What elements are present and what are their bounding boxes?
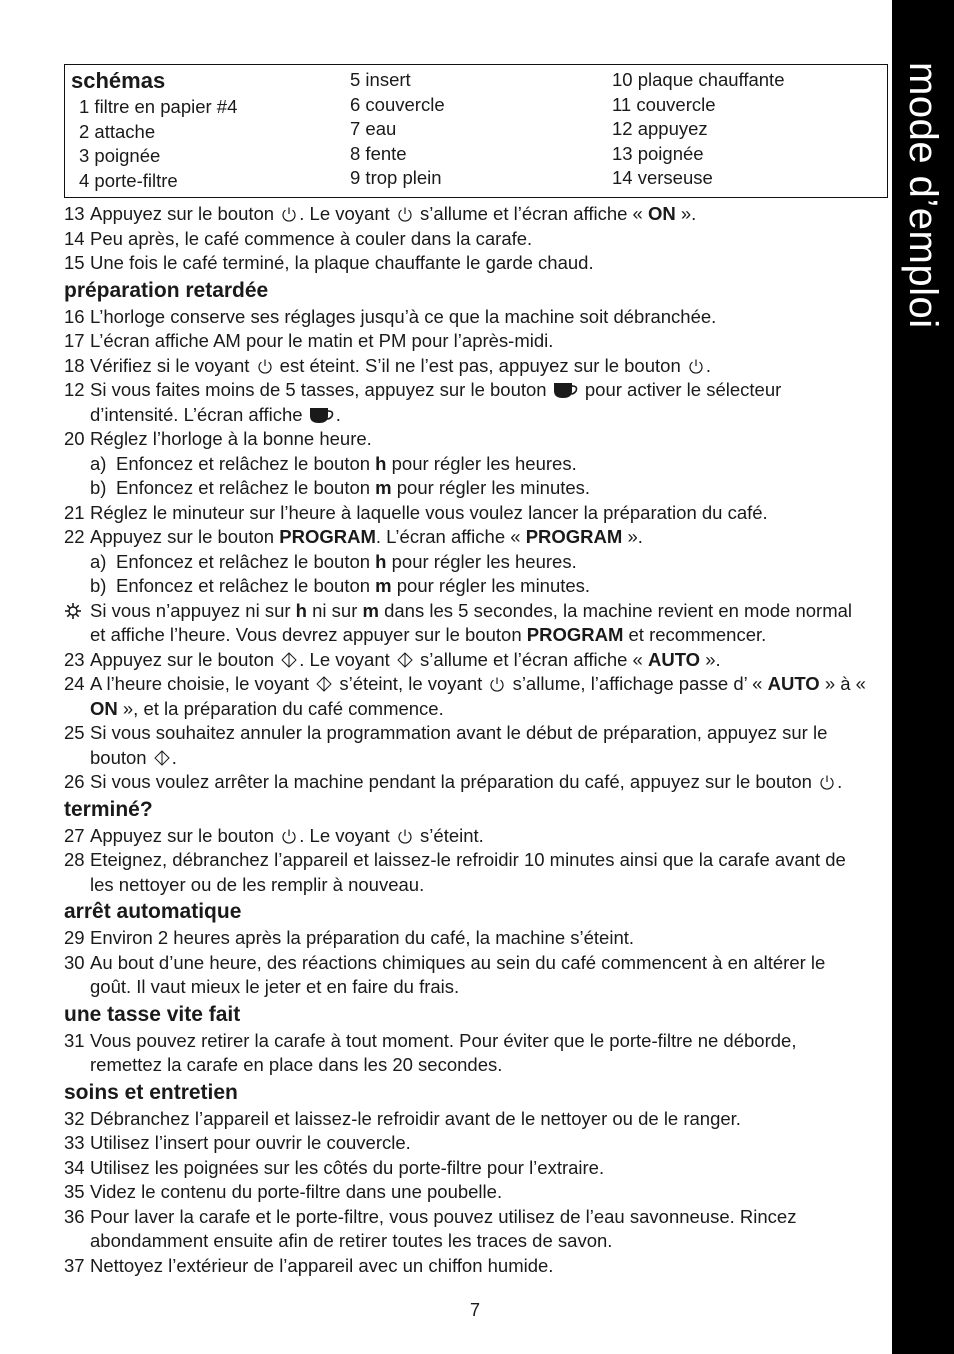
- step-text: Environ 2 heures après la préparation du café, la machine s’éteint.: [90, 927, 635, 948]
- step-number: 24: [64, 673, 85, 694]
- key-h: h: [375, 452, 387, 474]
- step-18: [64, 354, 879, 379]
- step-number: 36: [64, 1205, 85, 1227]
- step-text: Enfoncez et relâchez le bouton: [116, 452, 376, 474]
- key-h: h: [295, 599, 307, 621]
- power-icon: [281, 828, 297, 844]
- program-label: PROGRAM: [525, 526, 623, 547]
- step-text: Appuyez sur le bouton: [90, 203, 275, 224]
- step-number: 29: [64, 927, 85, 948]
- step-30-cont: [64, 975, 879, 1000]
- step-number: 32: [64, 1107, 85, 1129]
- step-text: Si vous souhaitez annuler la programmation avant le début de préparation, appuyez sur le: [90, 722, 828, 743]
- key-h: h: [375, 550, 387, 572]
- step-text: est éteint. S’il ne l’est pas, appuyez sur le bouton: [279, 354, 681, 376]
- step-text: s’allume et l’écran affiche «: [420, 203, 648, 224]
- step-text: Si vous voulez arrêter la machine pendant la préparation du café, appuyez sur le bouton: [90, 771, 812, 792]
- step-text: s’allume, l’affichage passe d’ «: [512, 673, 768, 694]
- step-33: [64, 1131, 879, 1156]
- step-number: 28: [64, 849, 85, 870]
- step-text: ».: [622, 526, 643, 547]
- page-number: 7: [470, 1300, 481, 1320]
- schema-item: 9 trop plein: [350, 167, 442, 188]
- step-text: Peu après, le café commence à couler dans la carafe.: [90, 227, 533, 249]
- step-text: goût. Il vaut mieux le jeter et en faire du frais.: [90, 976, 460, 997]
- key-m: m: [362, 599, 379, 621]
- step-text: . Le voyant: [299, 824, 390, 846]
- step-text: Au bout d’une heure, des réactions chimiques au sein du café commencent à en altérer le: [90, 951, 826, 973]
- step-number: 34: [64, 1156, 85, 1178]
- heading-termine: terminé?: [64, 797, 153, 821]
- step-29: [64, 926, 879, 951]
- step-text: Eteignez, débranchez l’appareil et laissez-le refroidir 10 minutes ainsi que la carafe avant de: [90, 849, 846, 870]
- coffee-cup-strength-icon: [309, 406, 335, 424]
- step-number: 21: [64, 501, 85, 523]
- sub-step-letter: b): [90, 575, 107, 596]
- step-20b: [64, 476, 879, 501]
- step-number: 31: [64, 1029, 85, 1051]
- step-text: A l’heure choisie, le voyant: [90, 673, 310, 694]
- step-text: Appuyez sur le bouton: [90, 648, 275, 670]
- schema-item: 8 fente: [350, 142, 407, 164]
- auto-diamond-icon: [281, 652, 297, 668]
- step-text: ».: [700, 648, 721, 670]
- step-text: Réglez le minuteur sur l’heure à laquelle vous voulez lancer la préparation du café.: [90, 501, 768, 523]
- program-label: PROGRAM: [279, 526, 376, 547]
- step-text: .: [171, 746, 177, 768]
- sub-step-letter: a): [90, 550, 107, 572]
- step-text: . Le voyant: [299, 648, 390, 670]
- power-icon: [397, 828, 413, 844]
- auto-diamond-icon: [397, 652, 413, 668]
- step-17: [64, 329, 879, 354]
- step-24: [64, 672, 879, 697]
- step-31-cont: [64, 1053, 879, 1078]
- auto-diamond-icon: [316, 676, 332, 692]
- step-text: ».: [675, 203, 697, 224]
- step-22b: [64, 574, 879, 599]
- step-12-cont: [64, 403, 879, 428]
- step-number: 15: [64, 252, 85, 273]
- heading-une-tasse-vite-fait: une tasse vite fait: [64, 1002, 241, 1026]
- step-text: pour régler les heures.: [386, 550, 577, 572]
- step-text: s’éteint, le voyant: [339, 673, 483, 694]
- step-12: [64, 378, 879, 403]
- step-number: 26: [64, 771, 85, 792]
- step-35: [64, 1180, 879, 1205]
- step-number: 14: [64, 227, 85, 249]
- step-text: Utilisez les poignées sur les côtés du porte-filtre pour l’extraire.: [90, 1156, 605, 1178]
- heading-soins-et-entretien: soins et entretien: [64, 1080, 238, 1104]
- heading-preparation-retardee: préparation retardée: [64, 278, 269, 302]
- step-text: pour activer le sélecteur: [584, 379, 782, 400]
- side-tab-title: mode d’emploi: [901, 62, 945, 329]
- step-36: [64, 1205, 879, 1230]
- schema-item: 11 couvercle: [612, 93, 716, 115]
- step-text: Débranchez l’appareil et laissez-le refroidir avant de le nettoyer ou de le ranger.: [90, 1107, 741, 1129]
- schemas-title: schémas: [71, 68, 166, 93]
- instructions: [64, 202, 879, 1278]
- step-text: », et la préparation du café commence.: [117, 697, 444, 719]
- schema-item: 3 poignée: [79, 145, 161, 166]
- step-number: 12: [64, 379, 85, 400]
- schema-item: 14 verseuse: [612, 167, 713, 188]
- step-32: [64, 1107, 879, 1132]
- step-text: Enfoncez et relâchez le bouton: [116, 477, 376, 498]
- sub-step-letter: b): [90, 477, 107, 498]
- step-21: [64, 501, 879, 526]
- step-text: Appuyez sur le bouton: [90, 526, 280, 547]
- step-text: Vous pouvez retirer la carafe à tout moment. Pour éviter que le porte-filtre ne déborde,: [90, 1029, 797, 1051]
- step-27: [64, 824, 879, 849]
- step-14: [64, 227, 879, 252]
- step-text: les nettoyer ou de les remplir à nouveau.: [90, 873, 425, 895]
- step-34: [64, 1156, 879, 1181]
- step-text: Vérifiez si le voyant: [90, 354, 250, 376]
- tip-cont: [64, 623, 879, 648]
- step-text: .: [837, 771, 843, 792]
- step-text: » à «: [819, 673, 866, 694]
- step-text: d’intensité. L’écran affiche: [90, 403, 303, 425]
- heading-arret-automatique: arrêt automatique: [64, 900, 242, 923]
- step-text: pour régler les heures.: [386, 452, 577, 474]
- schemas-column-3: [612, 68, 784, 191]
- step-number: 33: [64, 1132, 85, 1153]
- step-20: [64, 427, 879, 452]
- step-26: [64, 770, 879, 795]
- schemas-box: [64, 64, 888, 198]
- step-37: [64, 1254, 879, 1279]
- step-text: .: [705, 354, 712, 376]
- power-icon: [397, 206, 413, 222]
- tip-sun-icon: [64, 599, 90, 624]
- step-22a: [64, 550, 879, 575]
- step-15: [64, 251, 879, 276]
- step-number: 30: [64, 951, 85, 973]
- step-text: . L’écran affiche «: [375, 526, 526, 547]
- step-text: et affiche l’heure. Vous devrez appuyer sur le bouton: [90, 624, 527, 645]
- schemas-column-2: [350, 68, 445, 191]
- step-25: [64, 721, 879, 746]
- display-auto-text: AUTO: [648, 648, 701, 670]
- step-number: 27: [64, 824, 85, 846]
- step-25-cont: [64, 746, 879, 771]
- step-28: [64, 848, 879, 873]
- step-text: Appuyez sur le bouton: [90, 824, 275, 846]
- display-on-text: ON: [648, 203, 676, 224]
- step-23: [64, 648, 879, 673]
- step-16: [64, 305, 879, 330]
- tip: [64, 599, 879, 624]
- step-text: Utilisez l’insert pour ouvrir le couvercle.: [90, 1132, 411, 1153]
- step-text: Nettoyez l’extérieur de l’appareil avec un chiffon humide.: [90, 1254, 554, 1276]
- step-text: dans les 5 secondes, la machine revient en mode normal: [378, 599, 853, 621]
- step-number: 35: [64, 1181, 85, 1202]
- display-auto-text: AUTO: [767, 673, 820, 694]
- step-number: 17: [64, 330, 85, 351]
- coffee-cup-strength-icon: [553, 381, 579, 399]
- step-text: s’allume et l’écran affiche «: [420, 648, 648, 670]
- step-28-cont: [64, 873, 879, 898]
- schemas-column-1: [79, 95, 237, 193]
- step-text: Enfoncez et relâchez le bouton: [116, 550, 376, 572]
- step-text: remettez la carafe en place dans les 20 secondes.: [90, 1054, 503, 1075]
- schema-item: 6 couvercle: [350, 93, 445, 115]
- step-text: Videz le contenu du porte-filtre dans une poubelle.: [90, 1181, 503, 1202]
- step-text: pour régler les minutes.: [391, 575, 591, 596]
- step-text: Si vous faites moins de 5 tasses, appuyez sur le bouton: [90, 379, 547, 400]
- step-31: [64, 1029, 879, 1054]
- step-30: [64, 951, 879, 976]
- step-text: L’écran affiche AM pour le matin et PM pour l’après-midi.: [90, 330, 554, 351]
- key-m: m: [375, 477, 392, 498]
- schema-item: 5 insert: [350, 69, 411, 90]
- step-22: [64, 525, 879, 550]
- step-13: [64, 202, 879, 227]
- step-text: Si vous n’appuyez ni sur: [90, 599, 296, 621]
- step-number: 37: [64, 1254, 85, 1276]
- step-text: et recommencer.: [623, 624, 767, 645]
- step-text: .: [335, 403, 341, 425]
- step-text: Une fois le café terminé, la plaque chauffante le garde chaud.: [90, 252, 594, 273]
- schema-item: 10 plaque chauffante: [612, 69, 785, 90]
- display-on-text: ON: [90, 697, 118, 719]
- step-number: 23: [64, 648, 85, 670]
- step-number: 25: [64, 722, 85, 743]
- step-text: ni sur: [306, 599, 363, 621]
- schema-item: 7 eau: [350, 118, 397, 139]
- schema-item: 2 attache: [79, 120, 156, 142]
- step-number: 16: [64, 305, 85, 327]
- power-icon: [688, 358, 704, 374]
- step-number: 13: [64, 203, 85, 224]
- step-text: Enfoncez et relâchez le bouton: [116, 575, 376, 596]
- key-m: m: [375, 575, 392, 596]
- power-icon: [281, 206, 297, 222]
- step-text: . Le voyant: [299, 203, 390, 224]
- step-36-cont: [64, 1229, 879, 1254]
- step-text: Réglez l’horloge à la bonne heure.: [90, 428, 372, 449]
- step-number: 20: [64, 428, 85, 449]
- step-number: 22: [64, 526, 85, 547]
- step-text: L’horloge conserve ses réglages jusqu’à ce que la machine soit débranchée.: [90, 305, 717, 327]
- schema-item: 12 appuyez: [612, 118, 708, 139]
- sub-step-letter: a): [90, 452, 107, 474]
- step-text: pour régler les minutes.: [391, 477, 591, 498]
- auto-diamond-icon: [154, 750, 170, 766]
- program-label: PROGRAM: [526, 624, 624, 645]
- power-icon: [257, 358, 273, 374]
- step-text: abondamment ensuite afin de retirer toutes les traces de savon.: [90, 1230, 613, 1251]
- step-number: 18: [64, 354, 85, 376]
- step-text: Pour laver la carafe et le porte-filtre, vous pouvez utilisez de l’eau savonneuse. Rincez: [90, 1205, 797, 1227]
- step-text: s’éteint.: [420, 824, 484, 846]
- schema-item: 1 filtre en papier #4: [79, 96, 238, 117]
- step-20a: [64, 452, 879, 477]
- power-icon: [489, 676, 505, 692]
- power-icon: [819, 774, 835, 790]
- step-24-cont: [64, 697, 879, 722]
- step-text: bouton: [90, 746, 147, 768]
- schema-item: 4 porte-filtre: [79, 169, 178, 191]
- schema-item: 13 poignée: [612, 142, 704, 164]
